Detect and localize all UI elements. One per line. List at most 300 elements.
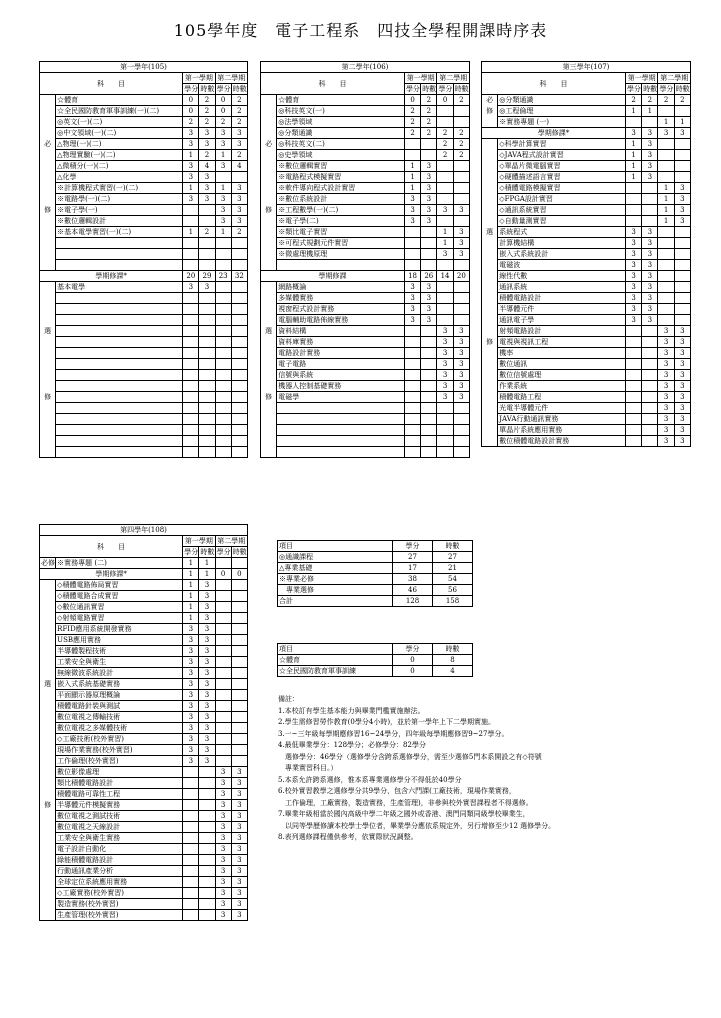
table-row (40, 745, 248, 756)
table-row (40, 712, 248, 723)
total-value: 20 (183, 271, 199, 282)
section-label (261, 161, 277, 172)
course-value (658, 315, 674, 326)
course-name: 生產管理(校外實習) (56, 910, 183, 921)
table-row (261, 161, 470, 172)
course-value (231, 359, 247, 370)
table-row (40, 293, 248, 304)
course-value (674, 260, 690, 271)
course-value: 3 (421, 183, 437, 194)
course-value (421, 392, 437, 403)
course-value (437, 183, 453, 194)
course-value: 1 (437, 227, 453, 238)
section-label (482, 370, 498, 381)
course-value: 2 (199, 95, 215, 106)
table-row (482, 337, 691, 348)
course-name: 半導體製程技術 (56, 646, 183, 657)
course-value: 3 (231, 899, 247, 910)
course-name (277, 260, 405, 271)
course-value (215, 414, 231, 425)
table-row (40, 95, 248, 106)
course-value: 3 (453, 359, 469, 370)
course-value: 2 (437, 139, 453, 150)
course-value (199, 844, 215, 855)
table-row (261, 128, 470, 139)
course-value: 3 (215, 128, 231, 139)
course-value (421, 447, 437, 458)
course-name: ◎科技英文(二) (277, 139, 405, 150)
course-value: 3 (183, 282, 199, 293)
course-value: 3 (215, 822, 231, 833)
section-label (482, 117, 498, 128)
course-name: 數位電視之傳輸技術 (56, 712, 183, 723)
course-value (658, 139, 674, 150)
table-row (261, 282, 470, 293)
course-name: ☆體育 (56, 95, 183, 106)
course-name: 數位電視之測試技術 (56, 811, 183, 822)
course-name (277, 414, 405, 425)
course-value (421, 249, 437, 260)
course-value: 2 (642, 95, 658, 106)
course-value: 2 (199, 227, 215, 238)
course-value: 3 (421, 282, 437, 293)
course-value: 3 (231, 910, 247, 921)
course-value (231, 613, 247, 624)
table-row (40, 370, 248, 381)
table-row (40, 161, 248, 172)
course-value: 2 (658, 95, 674, 106)
course-value: 1 (625, 139, 641, 150)
table-row (40, 723, 248, 734)
course-value (199, 877, 215, 888)
section-label (40, 227, 56, 238)
table-row (261, 348, 470, 359)
course-value: 3 (183, 139, 199, 150)
table-row (40, 910, 248, 921)
table-row (261, 359, 470, 370)
course-value: 3 (437, 249, 453, 260)
course-value: 3 (215, 844, 231, 855)
course-value: 3 (199, 734, 215, 745)
course-value: 3 (231, 183, 247, 194)
section-label: 修 (482, 337, 498, 348)
course-name: ◇科學計算實習 (498, 139, 626, 150)
section-label (482, 436, 498, 447)
course-value (404, 447, 420, 458)
course-value: 3 (674, 183, 690, 194)
course-value: 3 (674, 194, 690, 205)
table-row (278, 552, 473, 563)
table-row (40, 602, 248, 613)
course-value (215, 282, 231, 293)
table-row (482, 183, 691, 194)
course-value: 3 (421, 172, 437, 183)
section-label (40, 293, 56, 304)
section-label (40, 106, 56, 117)
section-label (482, 326, 498, 337)
course-name: 數位信號處理 (498, 370, 626, 381)
course-value: 3 (453, 337, 469, 348)
course-value (199, 370, 215, 381)
total-value: 20 (453, 271, 469, 282)
course-value (183, 414, 199, 425)
table-row (40, 326, 248, 337)
course-value (231, 734, 247, 745)
course-name: 電腦輔助電路佈線實務 (277, 315, 405, 326)
table-row (40, 249, 248, 260)
course-value: 3 (199, 613, 215, 624)
course-name: 綠能積體電路設計 (56, 855, 183, 866)
section-label (40, 624, 56, 635)
course-value: 0 (437, 95, 453, 106)
section-label (40, 95, 56, 106)
course-name (277, 447, 405, 458)
course-name (56, 359, 183, 370)
course-name: 工作倫理(校外實習) (56, 756, 183, 767)
course-value: 2 (231, 150, 247, 161)
course-value (199, 260, 215, 271)
course-value: 3 (183, 128, 199, 139)
course-name: 現場作業實務(校外實習) (56, 745, 183, 756)
course-value (183, 447, 199, 458)
course-value: 3 (231, 822, 247, 833)
section-label (482, 359, 498, 370)
section-label (261, 128, 277, 139)
course-name (277, 403, 405, 414)
course-value (183, 436, 199, 447)
total-value: 29 (199, 271, 215, 282)
table-row (40, 767, 248, 778)
course-table (39, 524, 248, 921)
table-row (40, 106, 248, 117)
note-line: 7.畢業年級相當於國內高級中學二年級之國外或香港、澳門同類同級學校畢業生， (278, 810, 530, 818)
note-line: 以同等學歷修讀本校學士學位者，畢業學分應依系規定外，另行增修至少12 選修學分。 (278, 821, 556, 830)
note-line: 專業實習科目。） (278, 764, 338, 772)
course-value: 3 (658, 403, 674, 414)
section-label (261, 447, 277, 458)
course-value (215, 337, 231, 348)
course-value (231, 381, 247, 392)
section-label (482, 282, 498, 293)
summary-item: ☆全民國防教育軍事訓練 (278, 666, 393, 677)
course-value: 3 (625, 293, 641, 304)
course-value (231, 646, 247, 657)
table-row (261, 260, 470, 271)
course-value: 2 (421, 106, 437, 117)
course-value (199, 326, 215, 337)
section-label (40, 128, 56, 139)
course-value (437, 447, 453, 458)
course-value (453, 172, 469, 183)
course-name: 半導體元件模擬實務 (56, 800, 183, 811)
course-name: ※軟件導向程式設計實習 (277, 183, 405, 194)
course-value (215, 723, 231, 734)
course-value (404, 326, 420, 337)
course-value: 3 (231, 866, 247, 877)
course-name: 通訊系統 (498, 282, 626, 293)
course-value: 3 (453, 326, 469, 337)
pe-defense-summary-table (277, 643, 472, 677)
section-label (482, 392, 498, 403)
section-label: 必 (261, 139, 277, 150)
summary-value: 8 (433, 655, 473, 666)
course-value: 3 (625, 227, 641, 238)
section-label (40, 381, 56, 392)
course-value: 1 (658, 205, 674, 216)
course-value: 1 (658, 183, 674, 194)
course-name: 基本電學 (56, 282, 183, 293)
course-value: 3 (674, 436, 690, 447)
table-row (40, 337, 248, 348)
course-name: △物理(一)(二) (56, 139, 183, 150)
course-name: 視窗程式設計實務 (277, 304, 405, 315)
course-value: 3 (674, 414, 690, 425)
course-value (421, 326, 437, 337)
unit-header: 時數 (643, 85, 658, 93)
course-value: 3 (183, 646, 199, 657)
section-label (40, 723, 56, 734)
course-value (642, 370, 658, 381)
course-value: 3 (215, 855, 231, 866)
section-label (40, 580, 56, 591)
section-label (482, 348, 498, 359)
course-value (453, 403, 469, 414)
course-value (453, 183, 469, 194)
course-name: 積體電路設計 (498, 293, 626, 304)
course-value: 3 (199, 679, 215, 690)
course-value: 3 (215, 811, 231, 822)
course-value: 3 (674, 425, 690, 436)
course-value (404, 370, 420, 381)
summary-table (277, 540, 473, 607)
course-value (453, 304, 469, 315)
course-value: 3 (231, 205, 247, 216)
course-value (437, 161, 453, 172)
course-table (260, 61, 470, 458)
course-value (183, 800, 199, 811)
course-value (231, 745, 247, 756)
total-value: 1 (199, 569, 215, 580)
unit-header: 時數 (454, 85, 469, 93)
course-value (199, 392, 215, 403)
table-row (261, 392, 470, 403)
table-row (261, 216, 470, 227)
table-row (482, 260, 691, 271)
course-value (231, 436, 247, 447)
course-name: 電子設計自動化 (56, 844, 183, 855)
section-label (40, 657, 56, 668)
course-value (658, 172, 674, 183)
course-value: 1 (404, 161, 420, 172)
course-value (215, 381, 231, 392)
course-value: 3 (421, 315, 437, 326)
course-name: 數位影像處理 (56, 767, 183, 778)
summary-value: 56 (433, 585, 473, 596)
course-value (404, 238, 420, 249)
table-row (482, 282, 691, 293)
section-label (482, 403, 498, 414)
course-value (625, 348, 641, 359)
course-name: 製造實務(校外實習) (56, 899, 183, 910)
section-label (40, 635, 56, 646)
section-label (261, 359, 277, 370)
unit-header: 學分 (405, 85, 420, 93)
sem1-header: 第一學期 (404, 73, 437, 84)
course-value: 3 (215, 877, 231, 888)
course-value: 3 (625, 249, 641, 260)
course-value (231, 690, 247, 701)
course-name: 電視與視訊工程 (498, 337, 626, 348)
course-name: ◎科技英文(一) (277, 106, 405, 117)
course-value: 3 (183, 734, 199, 745)
course-value: 2 (625, 95, 641, 106)
course-value: 3 (231, 789, 247, 800)
course-value: 3 (199, 624, 215, 635)
course-value (658, 150, 674, 161)
table-row (482, 161, 691, 172)
course-value (625, 381, 641, 392)
course-value (674, 282, 690, 293)
sem2-header: 第二學期 (215, 73, 247, 84)
course-value (674, 315, 690, 326)
course-value: 4 (199, 161, 215, 172)
unit-header: 學分 (216, 548, 231, 556)
course-name (56, 425, 183, 436)
table-row (40, 414, 248, 425)
table-row (40, 381, 248, 392)
course-name (56, 348, 183, 359)
course-value: 3 (658, 348, 674, 359)
course-value: 3 (199, 580, 215, 591)
table-row (482, 117, 691, 128)
table-row (482, 392, 691, 403)
course-value (421, 414, 437, 425)
course-value (625, 414, 641, 425)
table-row (482, 238, 691, 249)
course-value (625, 436, 641, 447)
course-name: 光電半導體元件 (498, 403, 626, 414)
course-value: 3 (215, 205, 231, 216)
note-line: 4.最低畢業學分：128學分；必修學分：82學分 (278, 741, 426, 749)
course-value: 3 (642, 271, 658, 282)
course-value (199, 238, 215, 249)
course-name: 全球定位系統應用實務 (56, 877, 183, 888)
course-value: 1 (183, 591, 199, 602)
course-value: 3 (453, 238, 469, 249)
course-value: 3 (199, 194, 215, 205)
course-value: 3 (658, 337, 674, 348)
course-value (215, 580, 231, 591)
section-label (261, 150, 277, 161)
course-value: 3 (404, 194, 420, 205)
course-name: △化學 (56, 172, 183, 183)
course-value (231, 337, 247, 348)
course-value (231, 756, 247, 767)
section-label (40, 260, 56, 271)
table-row (278, 574, 473, 585)
course-value: 3 (199, 668, 215, 679)
course-value (642, 414, 658, 425)
table-row (261, 403, 470, 414)
course-value: 4 (231, 161, 247, 172)
course-value: 3 (199, 657, 215, 668)
course-name: ※電路程式模擬實習 (277, 172, 405, 183)
course-value (642, 359, 658, 370)
course-value (658, 293, 674, 304)
course-value (231, 701, 247, 712)
course-value: 2 (453, 128, 469, 139)
course-value: 3 (215, 899, 231, 910)
table-row (482, 150, 691, 161)
course-value (642, 425, 658, 436)
section-label (482, 425, 498, 436)
table-row (40, 800, 248, 811)
notes-block (278, 694, 718, 844)
course-name: ※類比電子實習 (277, 227, 405, 238)
unit-header: 學分 (659, 85, 674, 93)
course-value (437, 216, 453, 227)
section-label (261, 381, 277, 392)
course-value: 3 (625, 238, 641, 249)
course-value (183, 899, 199, 910)
total-value: 1 (183, 569, 199, 580)
course-value: 3 (625, 315, 641, 326)
course-value: 3 (199, 756, 215, 767)
course-value: 3 (642, 238, 658, 249)
course-name (56, 326, 183, 337)
course-value: 3 (658, 381, 674, 392)
course-value (642, 326, 658, 337)
course-value (642, 381, 658, 392)
section-label (40, 789, 56, 800)
course-value (642, 117, 658, 128)
course-value (421, 403, 437, 414)
course-value: 2 (404, 128, 420, 139)
course-value: 3 (658, 392, 674, 403)
section-label (40, 778, 56, 789)
table-row (482, 425, 691, 436)
course-value: 3 (199, 712, 215, 723)
course-value (642, 348, 658, 359)
course-value: 3 (404, 293, 420, 304)
table-row (482, 326, 691, 337)
course-name (56, 381, 183, 392)
course-value (404, 381, 420, 392)
course-value (404, 414, 420, 425)
course-value: 3 (421, 161, 437, 172)
course-value (625, 216, 641, 227)
course-value: 2 (231, 106, 247, 117)
course-value: 1 (625, 106, 641, 117)
course-value (404, 227, 420, 238)
table-row (40, 216, 248, 227)
sem1-header: 第一學期 (625, 73, 658, 84)
course-name: 射頻電路設計 (498, 326, 626, 337)
course-value: 1 (625, 161, 641, 172)
course-value (183, 315, 199, 326)
course-value (215, 690, 231, 701)
course-value (183, 855, 199, 866)
course-value: 3 (674, 348, 690, 359)
section-label (40, 844, 56, 855)
course-value: 3 (199, 128, 215, 139)
course-value (215, 668, 231, 679)
section-label (482, 172, 498, 183)
section-label (40, 183, 56, 194)
course-value: 3 (642, 161, 658, 172)
section-label (261, 293, 277, 304)
course-value (199, 403, 215, 414)
